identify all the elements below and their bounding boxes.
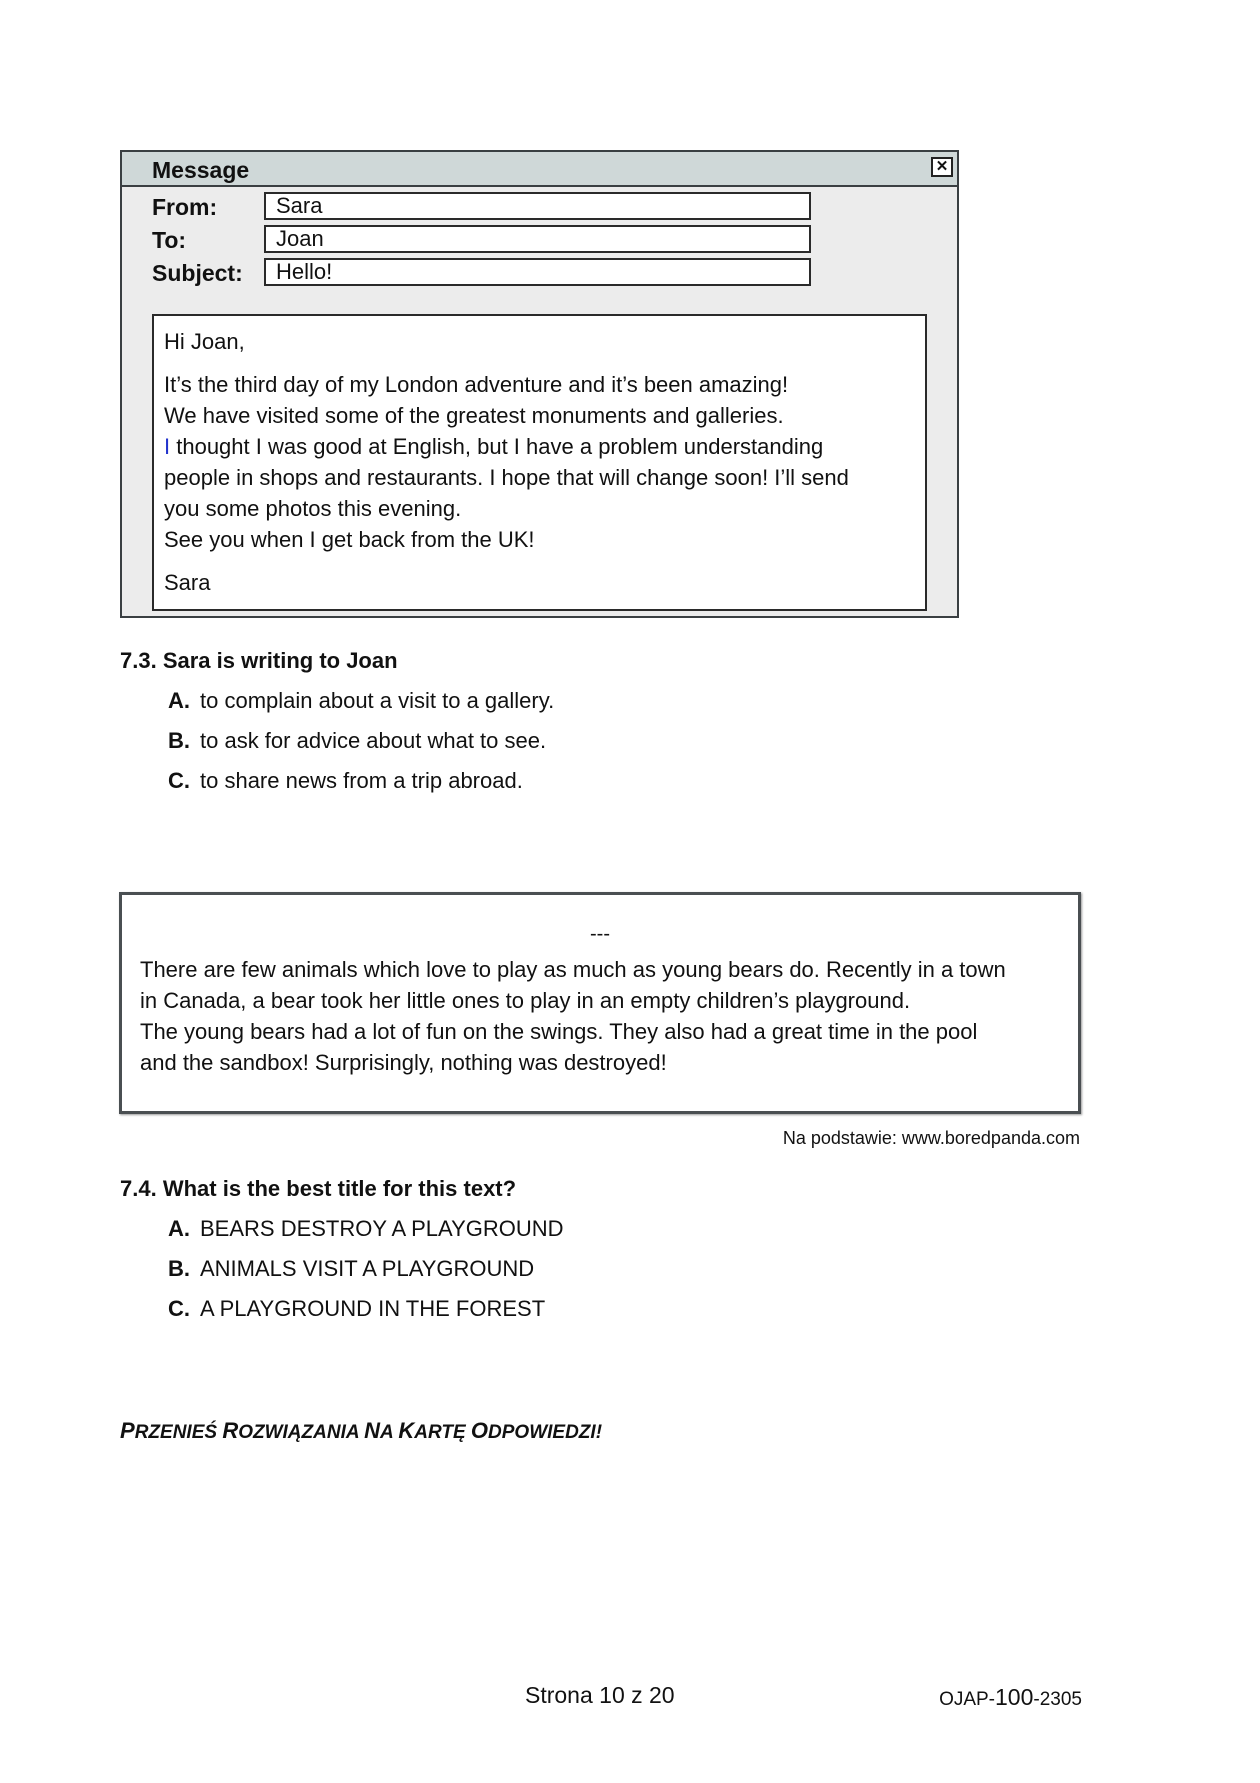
option-letter: B. [168,728,190,753]
option-a [168,688,554,714]
body-line: It’s the third day of my London adventure and it’s been amazing! [164,372,789,397]
instruction-initial: K [398,1418,415,1443]
body-line-rest: thought I was good at English, but I have a problem understanding [170,434,824,459]
option-c [168,768,523,794]
instruction-word: OZWIĄZANIA [238,1422,365,1443]
article-title-placeholder: --- [590,923,610,945]
article-line: The young bears had a lot of fun on the swings. They also had a great time in the pool [140,1019,978,1044]
option-letter: C. [168,1296,190,1321]
article-line: There are few animals which love to play as much as young bears do. Recently in a town [140,957,1006,982]
article-line: in Canada, a bear took her little ones to play in an empty children’s playground. [140,988,911,1013]
option-text: ANIMALS VISIT A PLAYGROUND [200,1256,535,1281]
body-line: We have visited some of the greatest monuments and galleries. [164,403,784,428]
article-box [119,892,1081,1114]
message-title-bar [122,152,957,187]
option-text: BEARS DESTROY A PLAYGROUND [200,1216,564,1241]
option-letter: A. [168,1216,190,1241]
instruction-word: RZENIEŚ [134,1422,223,1443]
question-text: What is the best title for this text? [162,1176,517,1201]
subject-field[interactable]: Hello! [264,258,811,286]
option-c [168,1296,545,1322]
message-body[interactable] [152,314,927,611]
option-text: to ask for advice about what to see. [200,728,547,753]
signature: Sara [164,570,211,595]
option-text: to complain about a visit to a gallery. [200,688,555,713]
to-label: To: [152,227,187,253]
option-b [168,1256,534,1282]
option-a [168,1216,564,1242]
instruction-word: ARTĘ [414,1422,471,1443]
question-7-3 [120,648,398,674]
transfer-instruction [120,1418,602,1444]
instruction-initial: N [364,1418,381,1443]
exam-code-mid: 100 [995,1684,1034,1710]
body-line: See you when I get back from the UK! [164,527,535,552]
greeting: Hi Joan, [164,329,245,354]
option-text: A PLAYGROUND IN THE FOREST [200,1296,546,1321]
page-number: Strona 10 z 20 [525,1682,675,1708]
exam-code-suffix: -2305 [1033,1689,1082,1710]
message-window [120,150,959,618]
highlighted-word: I [164,434,171,459]
instruction-initial: O [470,1418,489,1443]
option-b [168,728,546,754]
instruction-initial: P [120,1418,135,1443]
question-number: 7.4. [120,1176,157,1201]
question-number: 7.3. [120,648,157,673]
article-line: and the sandbox! Surprisingly, nothing was destroyed! [140,1050,667,1075]
exam-code-prefix: OJAP- [939,1689,996,1710]
body-line: people in shops and restaurants. I hope that will change soon! I’ll send [164,465,849,490]
option-letter: C. [168,768,190,793]
option-letter: A. [168,688,190,713]
exam-code [939,1684,1082,1711]
option-text: to share news from a trip abroad. [200,768,523,793]
from-field[interactable]: Sara [264,192,811,220]
body-line [164,431,915,462]
option-letter: B. [168,1256,190,1281]
close-box-icon[interactable]: ✕ [931,157,953,177]
to-field[interactable]: Joan [264,225,811,253]
instruction-word: A [380,1422,399,1443]
message-title: Message [152,157,250,183]
body-line: you some photos this evening. [164,496,462,521]
subject-label: Subject: [152,260,243,286]
instruction-word: DPOWIEDZI! [488,1422,603,1443]
instruction-initial: R [222,1418,239,1443]
article-source: Na podstawie: www.boredpanda.com [782,1128,1080,1148]
from-label: From: [152,194,218,220]
question-7-4 [120,1176,516,1202]
question-text: Sara is writing to Joan [162,648,398,673]
